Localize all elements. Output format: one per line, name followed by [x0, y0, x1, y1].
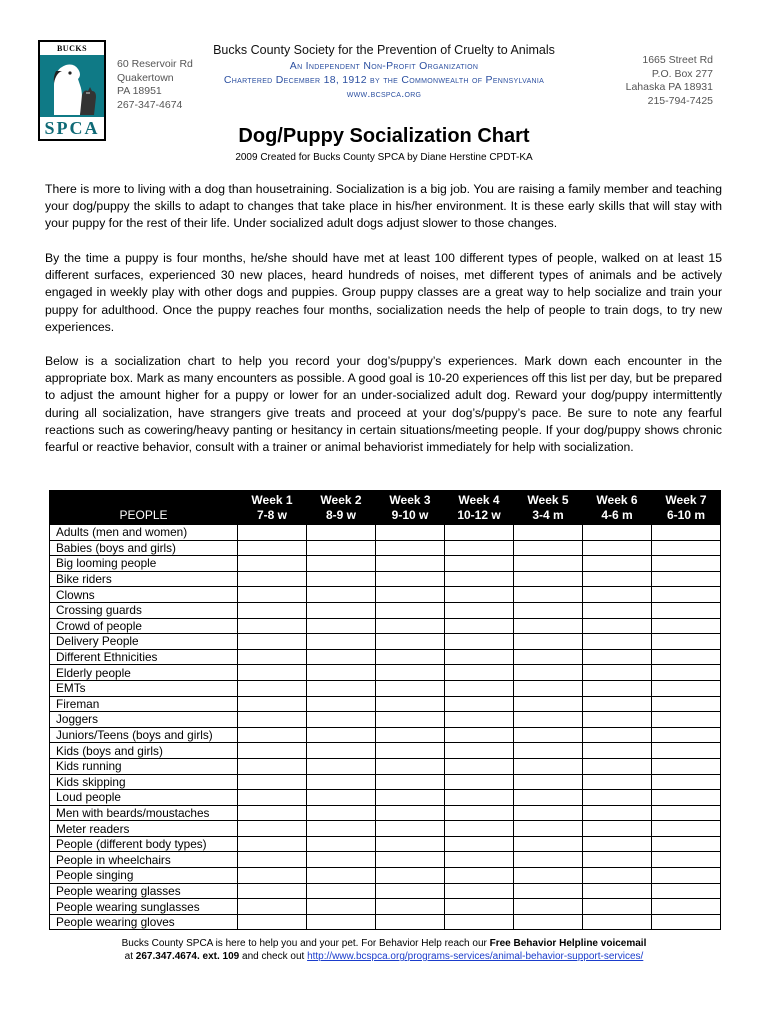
tally-cell[interactable]: [376, 836, 445, 852]
week-column-header: [307, 491, 376, 525]
tally-cell[interactable]: [238, 556, 307, 572]
table-row: [50, 914, 721, 930]
week-range: 3-4 m: [532, 507, 564, 522]
tally-cell[interactable]: [307, 696, 376, 712]
address-right-line: 215-794-7425: [647, 94, 713, 107]
org-name: Bucks County Society for the Prevention of Cruelty to Animals: [213, 43, 555, 57]
week-range: 4-6 m: [601, 507, 633, 522]
tally-cell[interactable]: [376, 712, 445, 728]
address-left-line: PA 18951: [117, 85, 162, 97]
row-label: Meter readers: [50, 821, 238, 837]
table-row: [50, 602, 721, 618]
tally-cell[interactable]: [307, 852, 376, 868]
tally-cell[interactable]: [307, 805, 376, 821]
table-row: [50, 758, 721, 774]
org-tagline: An Independent Non-Profit Organization: [289, 60, 479, 72]
tally-cell[interactable]: [376, 556, 445, 572]
table-row: [50, 712, 721, 728]
tally-cell[interactable]: [238, 774, 307, 790]
table-row: [50, 634, 721, 650]
footer-text: Bucks County SPCA is here to help you and your pet. For Behavior Help reach our: [121, 938, 490, 949]
tally-cell[interactable]: [376, 899, 445, 915]
tally-cell[interactable]: [583, 836, 652, 852]
tally-cell[interactable]: [376, 774, 445, 790]
tally-cell[interactable]: [376, 696, 445, 712]
table-row: [50, 836, 721, 852]
tally-cell[interactable]: [376, 634, 445, 650]
address-left-line: 60 Reservoir Rd: [117, 58, 193, 70]
tally-cell[interactable]: [514, 540, 583, 556]
tally-cell[interactable]: [652, 836, 721, 852]
tally-cell[interactable]: [514, 743, 583, 759]
tally-cell[interactable]: [238, 836, 307, 852]
row-label: People wearing gloves: [50, 914, 238, 930]
tally-cell[interactable]: [514, 727, 583, 743]
tally-cell[interactable]: [307, 743, 376, 759]
tally-cell[interactable]: [652, 727, 721, 743]
tally-cell[interactable]: [445, 587, 514, 603]
tally-cell[interactable]: [307, 665, 376, 681]
tally-cell[interactable]: [376, 540, 445, 556]
tally-cell[interactable]: [445, 899, 514, 915]
table-row: [50, 899, 721, 915]
row-label: Babies (boys and girls): [50, 540, 238, 556]
tally-cell[interactable]: [238, 727, 307, 743]
tally-cell[interactable]: [583, 868, 652, 884]
week-label: Week 4: [458, 492, 500, 507]
tally-cell[interactable]: [583, 712, 652, 728]
tally-cell[interactable]: [307, 618, 376, 634]
tally-cell[interactable]: [652, 852, 721, 868]
tally-cell[interactable]: [238, 899, 307, 915]
footer-middle: and check out: [239, 951, 308, 962]
row-label: Delivery People: [50, 634, 238, 650]
tally-cell[interactable]: [376, 525, 445, 541]
tally-cell[interactable]: [514, 805, 583, 821]
tally-cell[interactable]: [307, 868, 376, 884]
tally-cell[interactable]: [583, 649, 652, 665]
tally-cell[interactable]: [583, 899, 652, 915]
tally-cell[interactable]: [652, 665, 721, 681]
table-row: [50, 790, 721, 806]
tally-cell[interactable]: [238, 696, 307, 712]
tally-cell[interactable]: [307, 899, 376, 915]
tally-cell[interactable]: [652, 883, 721, 899]
tally-cell[interactable]: [514, 696, 583, 712]
tally-cell[interactable]: [307, 774, 376, 790]
footer-line-2: [0, 950, 768, 963]
week-column-header: [652, 491, 721, 525]
tally-cell[interactable]: [376, 649, 445, 665]
row-label: Clowns: [50, 587, 238, 603]
row-label: Men with beards/moustaches: [50, 805, 238, 821]
tally-cell[interactable]: [238, 743, 307, 759]
week-label: Week 6: [596, 492, 638, 507]
footer: [0, 937, 768, 963]
week-label: Week 3: [389, 492, 431, 507]
table-body: [50, 525, 721, 930]
tally-cell[interactable]: [238, 680, 307, 696]
tally-cell[interactable]: [445, 743, 514, 759]
table-row: [50, 852, 721, 868]
row-label: Kids skipping: [50, 774, 238, 790]
tally-cell[interactable]: [307, 914, 376, 930]
table-row: [50, 665, 721, 681]
row-label: People wearing glasses: [50, 883, 238, 899]
table-header-row: [50, 491, 721, 525]
tally-cell[interactable]: [514, 836, 583, 852]
week-column-header: [238, 491, 307, 525]
tally-cell[interactable]: [376, 868, 445, 884]
tally-cell[interactable]: [307, 540, 376, 556]
intro-paragraph: There is more to living with a dog than housetraining. Socialization is a big job. You are raising a family member and teaching your dog/puppy the skills to adapt to changes that take place in his/her environment. It is these early skills that will stay with your puppy for the rest of their life. Under socialized adult dogs adjust slower to those changes.: [45, 182, 722, 231]
row-label: People wearing sunglasses: [50, 899, 238, 915]
tally-cell[interactable]: [238, 587, 307, 603]
address-left-line: Quakertown: [117, 71, 174, 84]
tally-cell[interactable]: [445, 602, 514, 618]
tally-cell[interactable]: [238, 602, 307, 618]
tally-cell[interactable]: [583, 696, 652, 712]
tally-cell[interactable]: [652, 618, 721, 634]
table-row: [50, 696, 721, 712]
people-column-header: PEOPLE: [50, 491, 238, 525]
row-label: People (different body types): [50, 836, 238, 852]
tally-cell[interactable]: [652, 805, 721, 821]
tally-cell[interactable]: [652, 649, 721, 665]
tally-cell[interactable]: [376, 743, 445, 759]
address-right: [600, 54, 713, 108]
row-label: People singing: [50, 868, 238, 884]
logo-top-text: BUCKS: [40, 42, 104, 55]
tally-cell[interactable]: [376, 821, 445, 837]
tally-cell[interactable]: [583, 774, 652, 790]
tally-cell[interactable]: [445, 618, 514, 634]
tally-cell[interactable]: [583, 571, 652, 587]
tally-cell[interactable]: [307, 571, 376, 587]
tally-cell[interactable]: [514, 587, 583, 603]
tally-cell[interactable]: [514, 712, 583, 728]
tally-cell[interactable]: [238, 821, 307, 837]
tally-cell[interactable]: [514, 899, 583, 915]
tally-cell[interactable]: [514, 852, 583, 868]
tally-cell[interactable]: [583, 821, 652, 837]
tally-cell[interactable]: [307, 790, 376, 806]
week-label: Week 1: [251, 492, 293, 507]
week-label: Week 5: [527, 492, 569, 507]
address-right-line: 1665 Street Rd: [642, 54, 713, 66]
table-row: [50, 868, 721, 884]
row-label: Big looming people: [50, 556, 238, 572]
tally-cell[interactable]: [583, 758, 652, 774]
tally-cell[interactable]: [652, 758, 721, 774]
tally-cell[interactable]: [376, 883, 445, 899]
tally-cell[interactable]: [583, 852, 652, 868]
tally-cell[interactable]: [376, 852, 445, 868]
tally-cell[interactable]: [238, 618, 307, 634]
row-label: Elderly people: [50, 665, 238, 681]
row-label: Adults (men and women): [50, 525, 238, 541]
tally-cell[interactable]: [514, 618, 583, 634]
week-range: 10-12 w: [457, 507, 501, 522]
address-left-line: 267-347-4674: [117, 98, 183, 111]
tally-cell[interactable]: [445, 821, 514, 837]
tally-cell[interactable]: [514, 914, 583, 930]
week-column-header: [514, 491, 583, 525]
tally-cell[interactable]: [445, 883, 514, 899]
tally-cell[interactable]: [652, 571, 721, 587]
tally-cell[interactable]: [583, 790, 652, 806]
table-row: [50, 743, 721, 759]
tally-cell[interactable]: [445, 696, 514, 712]
table-row: [50, 774, 721, 790]
socialization-table: [49, 490, 721, 930]
tally-cell[interactable]: [445, 774, 514, 790]
org-website-link[interactable]: www.bcspca.org: [346, 88, 422, 100]
tally-cell[interactable]: [445, 914, 514, 930]
tally-cell[interactable]: [238, 805, 307, 821]
tally-cell[interactable]: [376, 680, 445, 696]
tally-cell[interactable]: [445, 634, 514, 650]
tally-cell[interactable]: [652, 634, 721, 650]
tally-cell[interactable]: [307, 836, 376, 852]
tally-cell[interactable]: [583, 665, 652, 681]
tally-cell[interactable]: [376, 790, 445, 806]
helpline-label: Free Behavior Helpline voicemail: [489, 938, 647, 949]
document-subtitle: 2009 Created for Bucks County SPCA by Diane Herstine CPDT-KA: [235, 152, 533, 163]
tally-cell[interactable]: [652, 696, 721, 712]
table-row: [50, 883, 721, 899]
tally-cell[interactable]: [307, 883, 376, 899]
tally-cell[interactable]: [583, 727, 652, 743]
tally-cell[interactable]: [376, 805, 445, 821]
week-label: Week 7: [665, 492, 707, 507]
logo-bottom-text: SPCA: [40, 117, 104, 139]
tally-cell[interactable]: [652, 602, 721, 618]
tally-cell[interactable]: [652, 587, 721, 603]
row-label: Different Ethnicities: [50, 649, 238, 665]
tally-cell[interactable]: [445, 758, 514, 774]
week-range: 6-10 m: [666, 507, 706, 522]
row-label: Crowd of people: [50, 618, 238, 634]
tally-cell[interactable]: [652, 712, 721, 728]
chart-instructions-paragraph: Below is a socialization chart to help you record your dog’s/puppy’s experiences. Mark down each encounter in the appropriate box. Mark as many encounters as possible. A good goal is 10-20 experiences off this list per day, but be prepared to adjust the amount higher for a puppy or lower for an under-socialized adult dog. Reward your dog/puppy intermittently during all socialization, have strangers give treats and proceed at your dog’s/puppy’s pace. Be sure to note any fearful reactions such as cowering/heavy panting or hesitancy in certain situations/meeting people. If your dog/puppy shows chronic fearful or reactive behavior, consult with a trainer or animal behaviorist immediately for help with socialization.: [45, 354, 722, 455]
tally-cell[interactable]: [514, 790, 583, 806]
row-label: Bike riders: [50, 571, 238, 587]
tally-cell[interactable]: [307, 758, 376, 774]
row-label: Juniors/Teens (boys and girls): [50, 727, 238, 743]
footer-prefix: at: [124, 951, 136, 962]
tally-cell[interactable]: [583, 914, 652, 930]
row-label: Crossing guards: [50, 602, 238, 618]
tally-cell[interactable]: [445, 852, 514, 868]
tally-cell[interactable]: [445, 680, 514, 696]
tally-cell[interactable]: [445, 556, 514, 572]
tally-cell[interactable]: [652, 680, 721, 696]
tally-cell[interactable]: [652, 868, 721, 884]
tally-cell[interactable]: [307, 727, 376, 743]
tally-cell[interactable]: [445, 805, 514, 821]
tally-cell[interactable]: [652, 899, 721, 915]
tally-cell[interactable]: [445, 727, 514, 743]
tally-cell[interactable]: [238, 649, 307, 665]
behavior-support-link[interactable]: http://www.bcspca.org/programs-services/animal-behavior-support-services/: [307, 951, 644, 962]
tally-cell[interactable]: [445, 790, 514, 806]
tally-cell[interactable]: [514, 821, 583, 837]
org-charter: Chartered December 18, 1912 by the Commonwealth of Pennsylvania: [223, 74, 545, 86]
tally-cell[interactable]: [307, 634, 376, 650]
table-row: [50, 618, 721, 634]
tally-cell[interactable]: [376, 665, 445, 681]
tally-cell[interactable]: [445, 868, 514, 884]
table-row: [50, 587, 721, 603]
table-row: [50, 680, 721, 696]
tally-cell[interactable]: [583, 805, 652, 821]
row-label: Loud people: [50, 790, 238, 806]
tally-cell[interactable]: [376, 618, 445, 634]
tally-cell[interactable]: [238, 758, 307, 774]
week-column-header: [583, 491, 652, 525]
socialization-paragraph: By the time a puppy is four months, he/she should have met at least 100 different types of people, walked on at least 15 different surfaces, experienced 30 new places, heard hundreds of noises, met different types of animals and be actively engaged in weekly play with other dogs and puppies. Group puppy classes are a great way to help socialize and train your puppy for adulthood. Once the puppy reaches four months, socialization needs the help of people to train dogs, to try new experiences.: [45, 251, 722, 334]
tally-cell[interactable]: [238, 790, 307, 806]
tally-cell[interactable]: [514, 556, 583, 572]
tally-cell[interactable]: [583, 618, 652, 634]
tally-cell[interactable]: [514, 758, 583, 774]
tally-cell[interactable]: [376, 602, 445, 618]
tally-cell[interactable]: [238, 852, 307, 868]
tally-cell[interactable]: [583, 602, 652, 618]
tally-cell[interactable]: [238, 634, 307, 650]
tally-cell[interactable]: [652, 821, 721, 837]
tally-cell[interactable]: [583, 680, 652, 696]
tally-cell[interactable]: [652, 743, 721, 759]
tally-cell[interactable]: [445, 836, 514, 852]
tally-cell[interactable]: [583, 540, 652, 556]
tally-cell[interactable]: [376, 571, 445, 587]
tally-cell[interactable]: [238, 712, 307, 728]
row-label: Joggers: [50, 712, 238, 728]
tally-cell[interactable]: [307, 587, 376, 603]
tally-cell[interactable]: [307, 649, 376, 665]
table-row: [50, 805, 721, 821]
row-label: Fireman: [50, 696, 238, 712]
tally-cell[interactable]: [445, 649, 514, 665]
tally-cell[interactable]: [583, 556, 652, 572]
table-row: [50, 556, 721, 572]
week-column-header: [445, 491, 514, 525]
tally-cell[interactable]: [514, 680, 583, 696]
week-range: 8-9 w: [325, 507, 356, 522]
tally-cell[interactable]: [238, 571, 307, 587]
table-row: [50, 540, 721, 556]
row-label: Kids running: [50, 758, 238, 774]
tally-cell[interactable]: [376, 587, 445, 603]
table-row: [50, 821, 721, 837]
tally-cell[interactable]: [238, 914, 307, 930]
tally-cell[interactable]: [514, 525, 583, 541]
document-title: Dog/Puppy Socialization Chart: [238, 125, 530, 147]
tally-cell[interactable]: [514, 665, 583, 681]
tally-cell[interactable]: [514, 774, 583, 790]
tally-cell[interactable]: [514, 649, 583, 665]
table-row: [50, 649, 721, 665]
tally-cell[interactable]: [376, 727, 445, 743]
tally-cell[interactable]: [445, 525, 514, 541]
row-label: EMTs: [50, 680, 238, 696]
week-range: 7-8 w: [256, 507, 287, 522]
tally-cell[interactable]: [652, 774, 721, 790]
tally-cell[interactable]: [583, 883, 652, 899]
tally-cell[interactable]: [445, 571, 514, 587]
tally-cell[interactable]: [583, 525, 652, 541]
tally-cell[interactable]: [307, 556, 376, 572]
table-row: [50, 571, 721, 587]
tally-cell[interactable]: [307, 712, 376, 728]
tally-cell[interactable]: [652, 540, 721, 556]
tally-cell[interactable]: [307, 680, 376, 696]
footer-line-1: [0, 937, 768, 950]
tally-cell[interactable]: [307, 602, 376, 618]
address-right-line: Lahaska PA 18931: [625, 81, 713, 93]
tally-cell[interactable]: [445, 712, 514, 728]
tally-cell[interactable]: [583, 634, 652, 650]
tally-cell[interactable]: [238, 883, 307, 899]
tally-cell[interactable]: [514, 883, 583, 899]
tally-cell[interactable]: [652, 525, 721, 541]
address-right-line: P.O. Box 277: [651, 67, 713, 80]
tally-cell[interactable]: [307, 821, 376, 837]
tally-cell[interactable]: [445, 540, 514, 556]
tally-cell[interactable]: [514, 571, 583, 587]
table-row: [50, 525, 721, 541]
tally-cell[interactable]: [583, 743, 652, 759]
tally-cell[interactable]: [238, 525, 307, 541]
tally-cell[interactable]: [652, 914, 721, 930]
tally-cell[interactable]: [514, 634, 583, 650]
tally-cell[interactable]: [514, 868, 583, 884]
tally-cell[interactable]: [238, 540, 307, 556]
tally-cell[interactable]: [652, 790, 721, 806]
row-label: Kids (boys and girls): [50, 743, 238, 759]
table-row: [50, 727, 721, 743]
week-label: Week 2: [320, 492, 362, 507]
tally-cell[interactable]: [514, 602, 583, 618]
tally-cell[interactable]: [376, 758, 445, 774]
week-column-header: [376, 491, 445, 525]
tally-cell[interactable]: [583, 587, 652, 603]
week-range: 9-10 w: [391, 507, 429, 522]
dog-cat-logo-icon: [40, 55, 104, 117]
tally-cell[interactable]: [238, 665, 307, 681]
tally-cell[interactable]: [445, 665, 514, 681]
row-label: People in wheelchairs: [50, 852, 238, 868]
tally-cell[interactable]: [238, 868, 307, 884]
tally-cell[interactable]: [307, 525, 376, 541]
tally-cell[interactable]: [652, 556, 721, 572]
helpline-phone: 267.347.4674. ext. 109: [135, 951, 240, 962]
tally-cell[interactable]: [376, 914, 445, 930]
